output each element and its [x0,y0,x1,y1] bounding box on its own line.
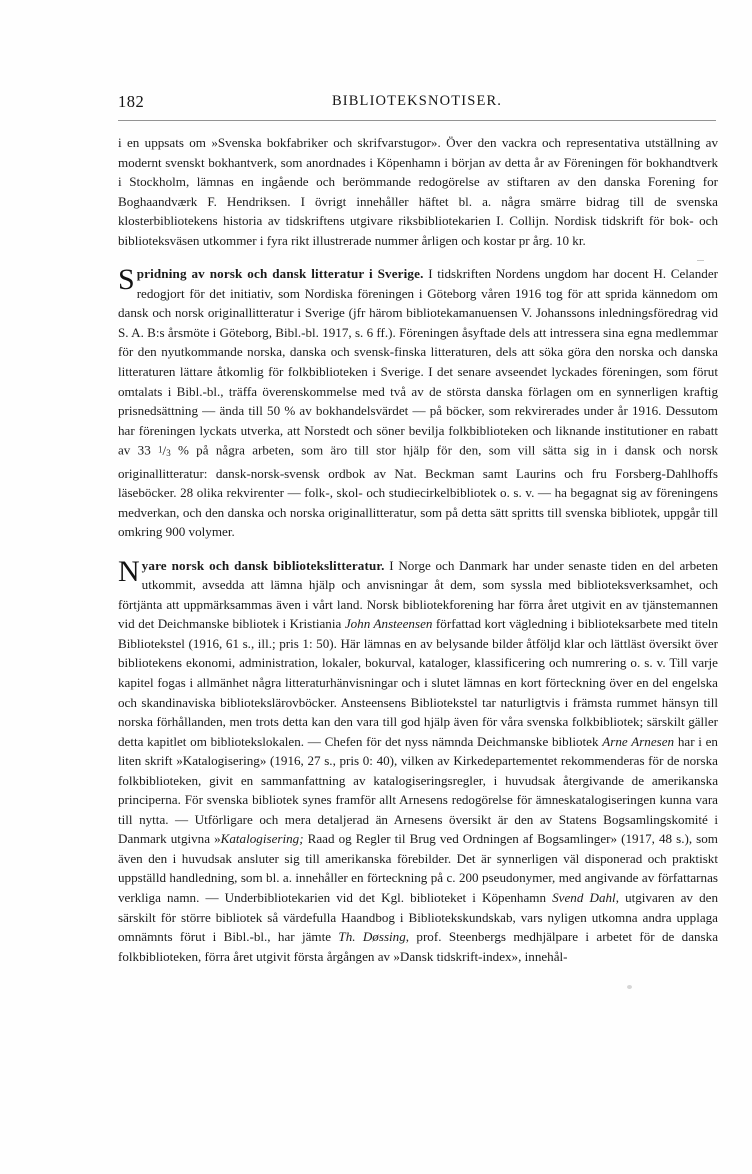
section-body: I Norge och Danmark har under senaste tiden en del arbeten utkommit, avsedda att lämna hjälp och anvisningar åt dem, som syssla med biblioteksverksamhet, och förtjänta att uppmärksammas även i vårt land. Norsk bibliotekforening har förra året utgivit en av tjänstemannen vid det Deichmanske bibliotek i Kristiania John Ansteensen författad kort vägledning i biblioteksarbete med titeln Bibliotekstel (1916, 61 s., ill.; pris 1: 50). Här lämnas en av belysande bilder åtföljd klar och lättläst översikt över bibliotekens ekonomi, administration, lokaler, bokurval, kataloger, klassificering och numrering o. s. v. Till varje kapitel fogas i allmänhet några litteraturhänvisningar och i slutet lämnas en kort förteckning över en del engelska och skandinaviska bibliotekslärovböcker. Ansteensens Bibliotekstel tar naturligtvis i främsta rummet hänsyn till norska förhållanden, men trots detta kan den vara till god hjälp även för våra svenska folkbibliotek; särskilt gäller detta kapitlet om bibliotekslokalen. — Chefen för det nyss nämnda Deichmanske bibliotek Arne Arnesen har i en liten skrift »Katalogisering» (1916, 27 s., pris 0: 40), vilken av Kirkedepartementet rekommenderas för de norska folkbiblioteken, givit en sammanfattning av katalogiseringsregler, i huvudsak återgivande de amerikanska principerna. För svenska bibliotek synes framför allt Arnesens redogörelse för ämneskatalogiseringen kunna vara till nytta. — Utförligare och mera detaljerad än Arnesens översikt är den av Statens Bogsamlingskomité i Danmark utgivna »Katalogisering; Raad og Regler til Brug ved Ordningen af Bogsamlinger» (1917, 48 s.), som även den i huvudsak ansluter sig till amerikanska förebilder. Det är synnerligen väl disponerad och praktiskt uppställd handledning, som bl. a. innehåller en förteckning på c. 200 pseudonymer, med angivande av författarnas verkliga namn. — Underbibliotekarien vid det Kgl. biblioteket i Köpenhamn Svend Dahl, utgivaren av den särskilt för större bibliotek så värdefulla Haandbog i Bibliotekskundskab, vars nyligen utkomna andra upplaga omnämnts förut i Bibl.-bl., har jämte Th. Døssing, prof. Steenbergs medhjälpare i arbetet för de danska folkbiblioteken, förra året utgivit första årgången av »Dansk tidskrift-index», innehål- [118,557,719,964]
italic-title: Th. Døssing [338,929,406,945]
italic-title: Arne Arnesen [602,733,675,749]
paragraph-continued: i en uppsats om »Svenska bokfabriker och skrifvarstugor». Över den vackra och representativa utställning av modernt svenskt bokhantverk, som anordnades i Köpenhamn i början av detta år av Föreningen för bokhandtverk i Stockholm, lämnas en ingående och berömmande redogörelse av stiftaren av den danska Forening for Boghaandværk F. Hendriksen. I övrigt innehåller häftet bl. a. några smärre bidrag till de svenska klosterbibliotekens historia av tidskriftens utgivare riksbibliotekarien I. Collijn. Nordisk tidskrift för bok- och biblioteksväsen utkommer i fyra rikt illustrerade nummer årligen och kostar pr årg. 10 kr. [118,135,718,248]
fraction: $^1$/3 [158,442,171,458]
page-folio-number: 182 [118,92,145,111]
page-body-text [118,133,718,966]
section-title: pridning av norsk och dansk litteratur i Sverige. [136,266,424,282]
italic-title: Svend Dahl [552,890,616,905]
italic-title: Katalogisering; [220,831,304,847]
running-head-title: BIBLIOTEKSNOTISER. [331,93,503,109]
scan-speck [627,985,632,989]
section-paragraph [118,556,718,966]
section-spridning [118,264,718,541]
dropcap-letter: N [118,554,140,588]
section-paragraph [118,264,718,541]
scan-speck [697,260,704,261]
section-title: yare norsk och dansk bibliotekslitteratur. [141,557,385,573]
running-head [118,92,716,116]
dropcap-letter: S [118,263,135,297]
header-rule [118,120,716,121]
italic-title: John Ansteensen [344,616,433,632]
scan-speck [124,432,126,434]
section-body: I tidskriften Nordens ungdom har docent H. Celander redogjort för det initiativ, som Nordiska föreningen i Göteborg våren 1916 tog för att sprida kännedom om dansk och norsk originallitteratur i Sverige (jfr härom bibliotekamanuensen V. Johanssons inledningsföredrag vid S. A. B:s årsmöte i Göteborg, Bibl.-bl. 1917, s. 6 ff.). Föreningen åsyftade dels att intressera sina egna medlemmar för den nyutkommande norska, danska och svensk-finska litteraturen, dels att söka göra den norska och danska litteraturen lättare åtkomlig för folkbiblioteken i Sverige. I det senare avseendet lyckades föreningen, som förut omtalats i Bibl.-bl., träffa överenskommelse med två av de största danska förlagen om en synnerligen kraftig prisnedsättning — ända till 50 % av bokhandelsvärdet — på böcker, som rekvirerades under år 1916. Dessutom har föreningen lyckats utverka, att Norstedt och söner bevilja folkbiblioteken och liknande institutioner en rabatt av 33 $^1$/3 % på några arbeten, som äro till stor hjälp för den, som vill sätta sig in i dansk och norsk originallitteratur: dansk-norsk-svensk ordbok av Nat. Beckman samt Laurins och fru Forsberg-Dahlhoffs läseböcker. 28 olika rekvirenter — folk-, skol- och studiecirkelbibliotek o. s. v. — ha begagnat sig av föreningens medverkan, och den danska och norska originallitteratur, som på detta sätt spritts till svenska bibliotek, uppgår till omkring 900 volymer. [118,266,718,540]
section-nyare-bibliotekslitteratur [118,556,718,966]
